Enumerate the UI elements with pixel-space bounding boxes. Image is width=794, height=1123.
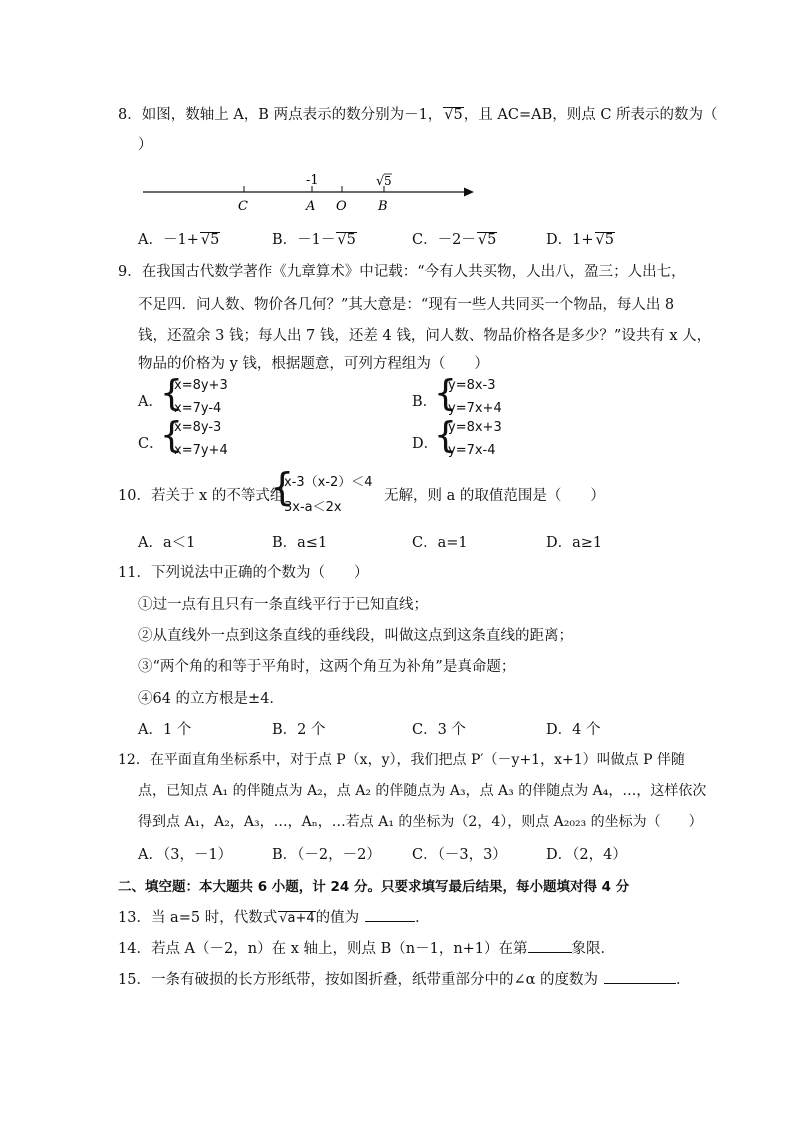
q9-c-eq1: x=8y-3 — [174, 420, 222, 435]
q14-line — [118, 937, 615, 958]
q10-option-b[interactable]: B．a≤1 — [272, 535, 328, 551]
q8-opt-d-rad — [595, 232, 615, 248]
q12-line3: 得到点 A₁，A₂，A₃，…，Aₙ，…若点 A₁ 的坐标为（2，4），则点 A₂₀₂₃ 的坐标为（ ） — [138, 814, 703, 830]
q8-number-line — [0, 0, 794, 230]
label-c: C — [238, 199, 248, 214]
q9-b-brace: { — [434, 373, 457, 414]
q8-option-d[interactable] — [546, 228, 615, 249]
q8-opt-a-label: A．－1+ — [138, 232, 199, 248]
q9-line3: 钱，还盈余 3 钱；每人出 7 钱，还差 4 钱，问人数、物品价格各是多少？”设共有 x 人， — [138, 328, 712, 344]
q12-option-d[interactable]: D．（2，4） — [546, 847, 627, 863]
q15-answer-blank[interactable] — [604, 983, 676, 984]
q9-line2: 不足四．问人数、物价各几何？”其大意是：“现有一些人共同买一个物品，每人出 8 — [138, 297, 675, 313]
q9-option-c-label[interactable]: C． — [138, 436, 164, 452]
q13-suffix: 的值为 — [315, 910, 360, 926]
q10-suffix: 无解，则 a 的取值范围是（ ） — [384, 488, 605, 504]
q8-opt-a-rad-val: 5 — [210, 232, 220, 248]
q10-eq1: x-3（x-2）＜4 — [284, 475, 373, 490]
label-b: B — [378, 199, 388, 214]
q11-stem: 11．下列说法中正确的个数为（ ） — [118, 565, 369, 581]
q12-option-a[interactable]: A．（3，－1） — [138, 847, 233, 863]
q13-rad-val: a+4 — [287, 911, 315, 926]
q12-line2: 点，已知点 A₁ 的伴随点为 A₂，点 A₂ 的伴随点为 A₃，点 A₃ 的伴随点为 A₄，…，这样依次 — [138, 783, 707, 799]
q14-suffix: 象限． — [571, 941, 616, 957]
q10-eq2: 3x-a＜2x — [284, 500, 342, 515]
q8-opt-d-label: D．1+ — [546, 232, 594, 248]
q11-item-3: ③“两个角的和等于平角时，这两个角互为补角”是真命题； — [138, 659, 516, 675]
q13-radical — [278, 911, 315, 926]
q8-option-b[interactable] — [272, 228, 357, 249]
q8-opt-c-rad-val: 5 — [487, 232, 497, 248]
q12-option-b[interactable]: B．（－2，－2） — [272, 847, 381, 863]
q11-option-b[interactable]: B．2 个 — [272, 722, 326, 738]
q15-prefix: 15．一条有破损的长方形纸带，按如图折叠，纸带重部分中的∠α 的度数为 — [118, 972, 598, 988]
q8-sqrt5-val: 5 — [453, 107, 463, 123]
q8-opt-a-rad — [200, 232, 220, 248]
q14-prefix: 14．若点 A（－2，n）在 x 轴上，则点 B（n－1，n+1）在第 — [118, 941, 528, 957]
q9-line4: 物品的价格为 y 钱，根据题意，可列方程组为（ ） — [138, 356, 489, 372]
q11-option-c[interactable]: C．3 个 — [412, 722, 466, 738]
q9-c-eq2: x=7y+4 — [174, 443, 228, 458]
q8-opt-c-rad — [477, 232, 497, 248]
q9-option-b-label[interactable]: B． — [412, 394, 438, 410]
q9-option-a-label[interactable]: A． — [138, 394, 163, 410]
q10-prefix: 10．若关于 x 的不等式组 — [118, 488, 285, 504]
q9-a-eq1: x=8y+3 — [174, 378, 228, 393]
q8-opt-b-rad-val: 5 — [346, 232, 356, 248]
q9-a-eq2: x=7y-4 — [174, 401, 222, 416]
label-neg1: -1 — [306, 173, 319, 188]
q9-b-eq2: y=7x+4 — [448, 401, 502, 416]
q11-item-1: ①过一点有且只有一条直线平行于已知直线； — [138, 597, 428, 613]
label-sqrt5: 5 — [384, 174, 392, 188]
q10-option-c[interactable]: C．a=1 — [412, 535, 468, 551]
q8-option-c[interactable] — [412, 228, 497, 249]
q12-option-c[interactable]: C．（－3，3） — [412, 847, 507, 863]
q11-item-4: ④64 的立方根是±4． — [138, 691, 284, 707]
q13-answer-blank[interactable] — [365, 921, 415, 922]
section-2-heading: 二、填空题：本大题共 6 小题，计 24 分。只要求填写最后结果，每小题填对得 4 分 — [118, 879, 630, 895]
q8-line2: ） — [138, 137, 153, 153]
q9-b-eq1: y=8x-3 — [448, 378, 496, 393]
q9-c-brace: { — [160, 415, 183, 456]
q13-period: ． — [415, 910, 430, 926]
q8-option-a[interactable] — [138, 228, 220, 249]
q13-prefix: 13．当 a=5 时，代数式 — [118, 910, 278, 926]
q10-option-a[interactable]: A．a＜1 — [138, 535, 196, 551]
q11-item-2: ②从直线外一点到这条直线的垂线段，叫做这点到这条直线的距离； — [138, 628, 573, 644]
label-sqrt-sign: √ — [376, 174, 385, 189]
q9-line1: 9．在我国古代数学著作《九章算术》中记载：“今有人共买物，人出八，盈三；人出七， — [118, 264, 686, 280]
q8-text-a: 8．如图，数轴上 A，B 两点表示的数分别为－1， — [118, 107, 443, 123]
q13-line — [118, 906, 430, 927]
q8-opt-b-rad — [336, 232, 356, 248]
axis-arrow — [464, 188, 474, 197]
q10-brace: { — [270, 465, 295, 509]
q15-suffix: ． — [676, 972, 691, 988]
q8-opt-d-rad-val: 5 — [604, 232, 614, 248]
q9-d-eq1: y=8x+3 — [448, 420, 502, 435]
q11-option-d[interactable]: D．4 个 — [546, 722, 601, 738]
label-a: A — [306, 199, 316, 214]
q10-option-d[interactable]: D．a≥1 — [546, 535, 603, 551]
q8-opt-b-label: B．－1－ — [272, 232, 336, 248]
q9-option-d-label[interactable]: D． — [412, 436, 439, 452]
q14-answer-blank[interactable] — [528, 952, 572, 953]
q8-text-b: ，且 AC=AB，则点 C 所表示的数为（ — [463, 107, 718, 123]
q12-line1: 12．在平面直角坐标系中，对于点 P（x，y），我们把点 P′（－y+1，x+1）叫做点 P 伴随 — [118, 752, 685, 768]
label-o: O — [336, 199, 347, 214]
q15-line — [118, 968, 691, 989]
q9-a-brace: { — [160, 373, 183, 414]
q9-d-brace: { — [434, 415, 457, 456]
q9-d-eq2: y=7x-4 — [448, 443, 496, 458]
q11-option-a[interactable]: A．1 个 — [138, 722, 192, 738]
q8-opt-c-label: C．－2－ — [412, 232, 476, 248]
